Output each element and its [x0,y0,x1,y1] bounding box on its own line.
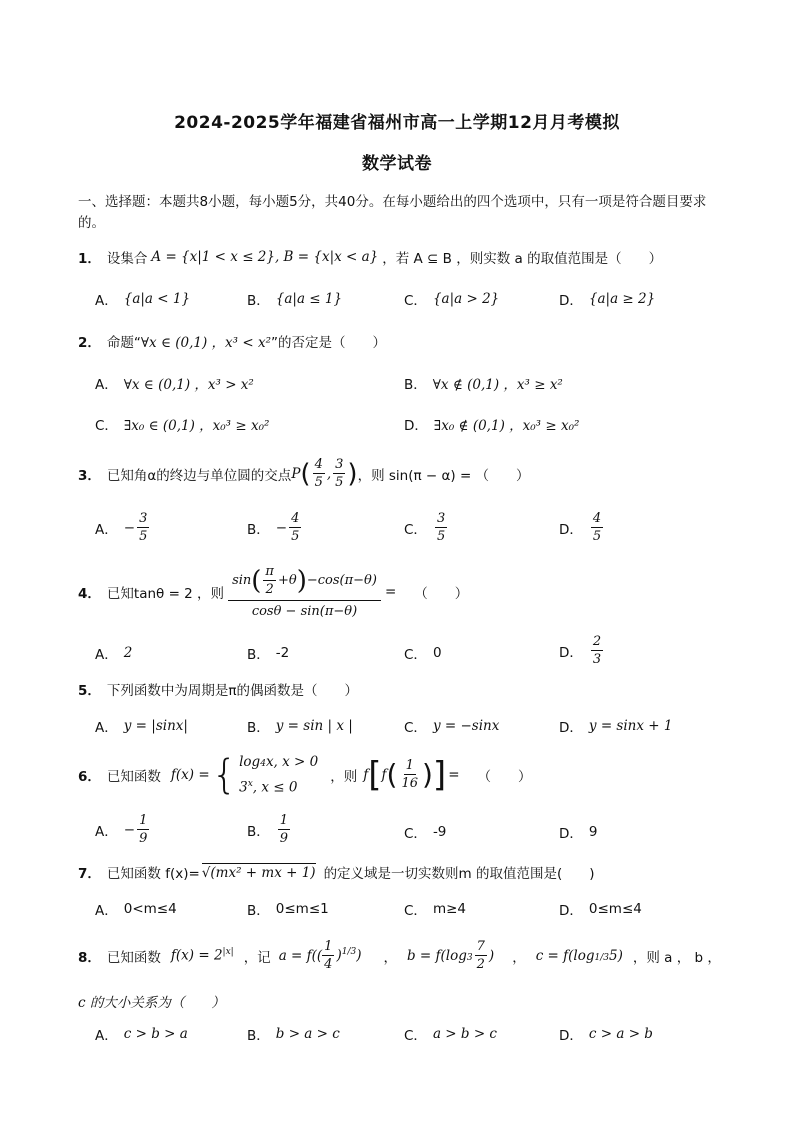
option-a[interactable]: A． c > b > a [95,1026,188,1044]
option-c[interactable]: C． y = −sinx [404,718,500,736]
page-title: 2024-2025学年福建省福州市高一上学期12月月考模拟 [174,113,620,133]
option-c[interactable]: C． -9 [404,824,447,842]
question-number: 1． [78,251,101,267]
question-8: 8． 已知函数 $f(x) = 2^{|x|}$ ，记 a = f(( $\frac{1}{4}$ )$^{1/3}$) ， b = f(log3 $\frac{7}{2}$ ) ， c = f(log1/35) ，则 a ， b ， [78,939,721,972]
option-c[interactable]: C． ∃x₀ ∈ (0,1) ，x₀³ ≥ x₀² [95,418,270,434]
question-math: ∀x ∈ (0,1) ，x³ < x² [140,335,271,351]
question-number: 3． [78,467,101,484]
option-c[interactable]: C． {a|a > 2} [404,291,500,309]
question-math: A = {x|1 < x ≤ 2}, B = {x|x < a} [151,249,379,265]
question-math: √(mx² + mx + 1) [201,865,316,881]
question-text-post: ，则 sin(π − α) = （ ） [357,467,530,484]
question-text-post: 的定义域是一切实数则m 的取值范围是( ) [323,866,595,882]
question-3: 3． 已知角α的终边与单位圆的交点 P ( $\frac{4}{5}$ , $\frac{3}{5}$ ) ，则 sin(π − α) = （ ） [78,457,530,490]
section-intro: 一、选择题：本题共8小题，每小题5分，共40分。在每小题给出的四个选项中，只有一项是符合题目要求的。 [78,194,707,231]
question-text-post: ”的否定是（ ） [270,335,386,351]
question-text: 已知角α的终边与单位圆的交点 [106,467,292,484]
question-text: 已知函数 [106,949,161,966]
question-number: 4． [78,585,101,602]
option-d[interactable]: D． $\frac{2}{3}$ [559,634,602,667]
option-b[interactable]: B． -2 [247,645,290,663]
option-b[interactable]: B． b > a > c [247,1026,340,1044]
question-text: 已知函数 [106,768,161,785]
big-fraction: sin ( $\frac{\pi}{2}$ +θ ) −cos(π−θ) cosθ − sin(π−θ) [228,563,381,620]
option-a[interactable]: A． − $\frac{3}{5}$ [95,511,148,544]
option-a[interactable]: A． {a|a < 1} [95,291,191,309]
question-text: 命题“ [106,335,141,351]
option-c[interactable]: C． 0 [404,645,442,663]
option-c[interactable]: C． m≥4 [404,901,466,919]
option-b[interactable]: B． ∀x ∉ (0,1) ，x³ ≥ x² [404,377,563,393]
option-a[interactable]: A． y = |sinx| [95,718,188,736]
option-d[interactable]: D． 0≤m≤4 [559,901,642,919]
option-a[interactable]: A． 2 [95,645,133,663]
question-number: 8． [78,949,101,966]
question-5 [78,679,738,699]
question-text-post: ，则 a ， b ， [632,949,721,966]
option-d[interactable]: D． c > a > b [559,1026,653,1044]
option-c[interactable]: C． a > b > c [404,1026,497,1044]
question-2 [78,331,738,351]
question-7 [78,862,738,882]
question-text-post: （ ） [414,585,469,602]
question-text: 设集合 [106,251,148,267]
option-a[interactable]: A． 0<m≤4 [95,901,177,919]
question-number: 7． [78,866,101,882]
question-text: 已知函数 f(x)= [106,866,200,882]
option-b[interactable]: B． y = sin | x | [247,718,353,736]
option-a[interactable]: A． − $\frac{1}{9}$ [95,813,148,846]
question-text: 下列函数中为周期是π的偶函数是（ ） [106,683,359,699]
question-4: 4． 已知tanθ = 2 ，则 sin ( $\frac{\pi}{2}$ +θ ) −cos(π−θ) cosθ − sin(π−θ) = （ ） [78,564,469,619]
question-1 [78,247,738,267]
page-subtitle: 数学试卷 [362,154,432,174]
option-d[interactable]: D． 9 [559,824,598,842]
option-b[interactable]: B． 0≤m≤1 [247,901,329,919]
question-number: 2． [78,335,101,351]
question-number: 5． [78,683,101,699]
option-d[interactable]: D． y = sinx + 1 [559,718,673,736]
option-c[interactable]: C． $\frac{3}{5}$ [404,511,446,544]
option-d[interactable]: D． {a|a ≥ 2} [559,291,656,309]
question-8-continued: c 的大小关系为（ ） [78,995,225,1011]
option-a[interactable]: A． ∀x ∈ (0,1) ，x³ > x² [95,377,254,393]
question-number: 6． [78,768,101,785]
option-b[interactable]: B． {a|a ≤ 1} [247,291,343,309]
option-b[interactable]: B． $\frac{1}{9}$ [247,813,289,846]
option-d[interactable]: D． ∃x₀ ∉ (0,1) ，x₀³ ≥ x₀² [404,418,580,434]
option-d[interactable]: D． $\frac{4}{5}$ [559,511,602,544]
option-b[interactable]: B． − $\frac{4}{5}$ [247,511,300,544]
question-6: 6． 已知函数 f(x) = { log4x, x > 0 3$^x$, x ≤ 0 ，则 f [ f ( $\frac{1}{16}$ ) ] = （ ） [78,751,532,798]
question-text-post: （ ） [477,768,532,785]
question-text: 已知tanθ = 2 ，则 [106,585,225,602]
question-text-post: ，若 A ⊆ B ，则实数 a 的取值范围是（ ） [382,251,663,267]
